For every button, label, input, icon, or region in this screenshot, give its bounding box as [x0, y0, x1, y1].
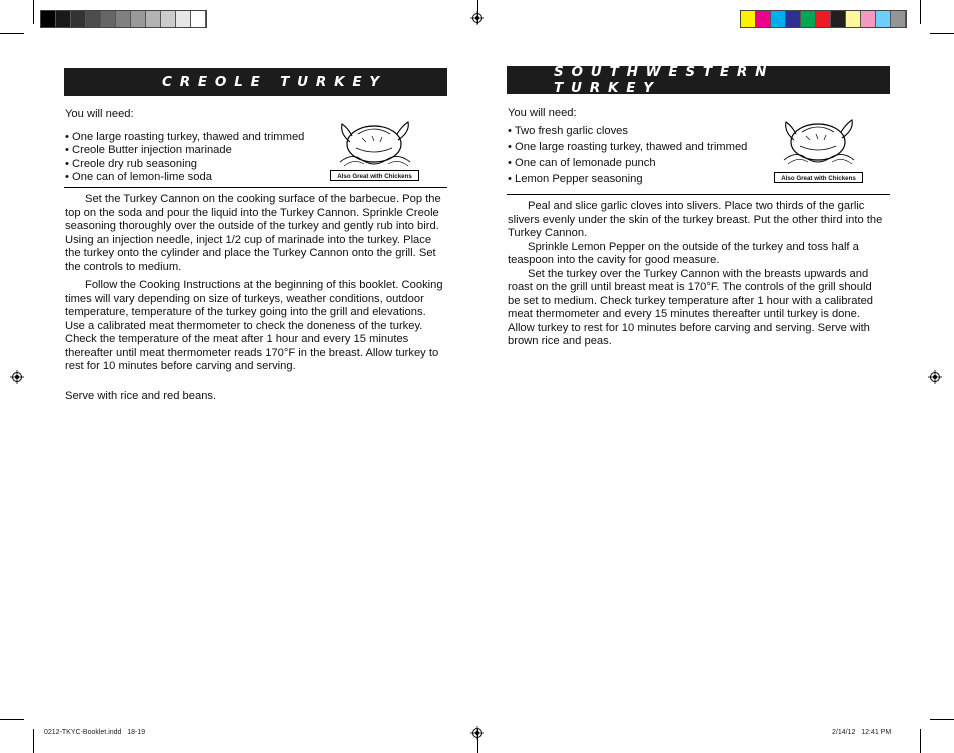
color-swatch: [876, 11, 891, 27]
crop-mark-bottom-right-h: [930, 719, 954, 720]
gray-swatch: [161, 11, 176, 27]
southwestern-ingredients: [508, 105, 778, 187]
creole-ingredients: [65, 108, 335, 185]
ingredient-item: • Two fresh garlic cloves: [508, 123, 778, 139]
color-calibration-bar: [740, 10, 907, 28]
color-swatch: [846, 11, 861, 27]
color-swatch: [801, 11, 816, 27]
crop-mark-top-right-v: [920, 0, 921, 24]
color-swatch: [741, 11, 756, 27]
crop-mark-bottom-right-v: [920, 729, 921, 753]
crop-mark-top-left-h: [0, 33, 24, 34]
gray-swatch: [176, 11, 191, 27]
also-great-with-chickens-badge: Also Great with Chickens: [330, 170, 419, 181]
ingredient-item: • Creole dry rub seasoning: [65, 158, 335, 172]
gray-swatch: [41, 11, 56, 27]
color-swatch: [786, 11, 801, 27]
registration-target-icon: [10, 370, 24, 384]
creole-turkey-title: CREOLE TURKEY: [162, 74, 387, 90]
creole-instructions: [65, 193, 445, 403]
gray-swatch: [146, 11, 161, 27]
gray-swatch: [101, 11, 116, 27]
creole-ingredient-list: [65, 131, 335, 185]
ingredient-item: • One can of lemonade punch: [508, 155, 778, 171]
registration-target-icon: [928, 370, 942, 384]
gray-swatch: [71, 11, 86, 27]
gray-swatch: [191, 11, 206, 27]
color-swatch: [861, 11, 876, 27]
instruction-paragraph: Follow the Cooking Instructions at the beginning of this booklet. Cooking times will vary depending on size of turkeys, weather conditions, outdoor temperature, temperature of the turkey going into the grill and elevations. Use a calibrated meat thermometer to check the doneness of the turkey. Check the temperature of the meat after 1 hour and every 15 minutes thereafter until meat thermometer reads 170°F in the breast. Allow turkey to rest for 10 minutes before carving and serving.: [65, 279, 443, 372]
instruction-paragraph: Peal and slice garlic cloves into slivers. Place two thirds of the garlic slivers evenly under the skin of the turkey breast. Put the other third into the Turkey Cannon.: [508, 200, 883, 239]
color-swatch: [831, 11, 846, 27]
crop-mark-top-right-h: [930, 33, 954, 34]
color-swatch: [816, 11, 831, 27]
crop-mark-bottom-left-h: [0, 719, 24, 720]
southwestern-instructions: [508, 200, 886, 349]
you-will-need-label: You will need:: [508, 107, 577, 119]
grayscale-calibration-bar: [40, 10, 207, 28]
turkey-illustration-icon: [776, 110, 862, 170]
section-divider: [64, 187, 447, 188]
date-slug: 2/14/12 12:41 PM: [832, 729, 892, 736]
crop-mark-bottom-left-v: [33, 729, 34, 753]
color-swatch: [756, 11, 771, 27]
registration-target-icon: [470, 11, 484, 25]
instruction-paragraph: Set the Turkey Cannon on the cooking surface of the barbecue. Pop the top on the soda and pour the liquid into the Turkey Cannon. Sprinkle Creole seasoning thoroughly over the outside of the turkey and gently rub into bird. Using an injection needle, inject 1/2 cup of marinade into the turkey. Place the turkey onto the cylinder and place the Turkey Cannon onto the grill. Set the controls to medium.: [65, 193, 441, 273]
also-great-with-chickens-badge: Also Great with Chickens: [774, 172, 863, 183]
ingredient-item: • One can of lemon-lime soda: [65, 171, 335, 185]
ingredient-item: • Creole Butter injection marinade: [65, 144, 335, 158]
gray-swatch: [86, 11, 101, 27]
southwestern-ingredient-list: [508, 123, 778, 187]
gray-swatch: [56, 11, 71, 27]
gray-swatch: [131, 11, 146, 27]
you-will-need-label: You will need:: [65, 108, 134, 120]
creole-turkey-title-bar: [64, 68, 447, 96]
ingredient-item: • One large roasting turkey, thawed and trimmed: [508, 139, 778, 155]
turkey-illustration-icon: [332, 112, 418, 172]
southwestern-turkey-title: SOUTHWESTERN TURKEY: [554, 64, 775, 96]
southwestern-turkey-title-bar: [507, 66, 890, 94]
ingredient-item: • Lemon Pepper seasoning: [508, 171, 778, 187]
color-swatch: [771, 11, 786, 27]
section-divider: [507, 194, 890, 195]
color-swatch: [891, 11, 906, 27]
gray-swatch: [116, 11, 131, 27]
serving-suggestion: Serve with rice and red beans.: [65, 389, 217, 402]
crop-mark-top-left-v: [33, 0, 34, 24]
ingredient-item: • One large roasting turkey, thawed and trimmed: [65, 131, 335, 145]
file-slug: 0212-TKYC-Booklet.indd 18-19: [44, 729, 146, 736]
instruction-paragraph: Set the turkey over the Turkey Cannon with the breasts upwards and roast on the grill until breast meat is 170°F. The controls of the grill should be set to medium. Check turkey temperature after 1 hour with a calibrated meat thermometer and every 15 minutes thereafter until turkey is done. Allow turkey to rest for 10 minutes before carving and serving. Serve with brown rice and peas.: [508, 267, 874, 347]
registration-target-icon: [470, 726, 484, 740]
instruction-paragraph: Sprinkle Lemon Pepper on the outside of the turkey and toss half a teaspoon into the cavity for good measure.: [508, 240, 859, 266]
